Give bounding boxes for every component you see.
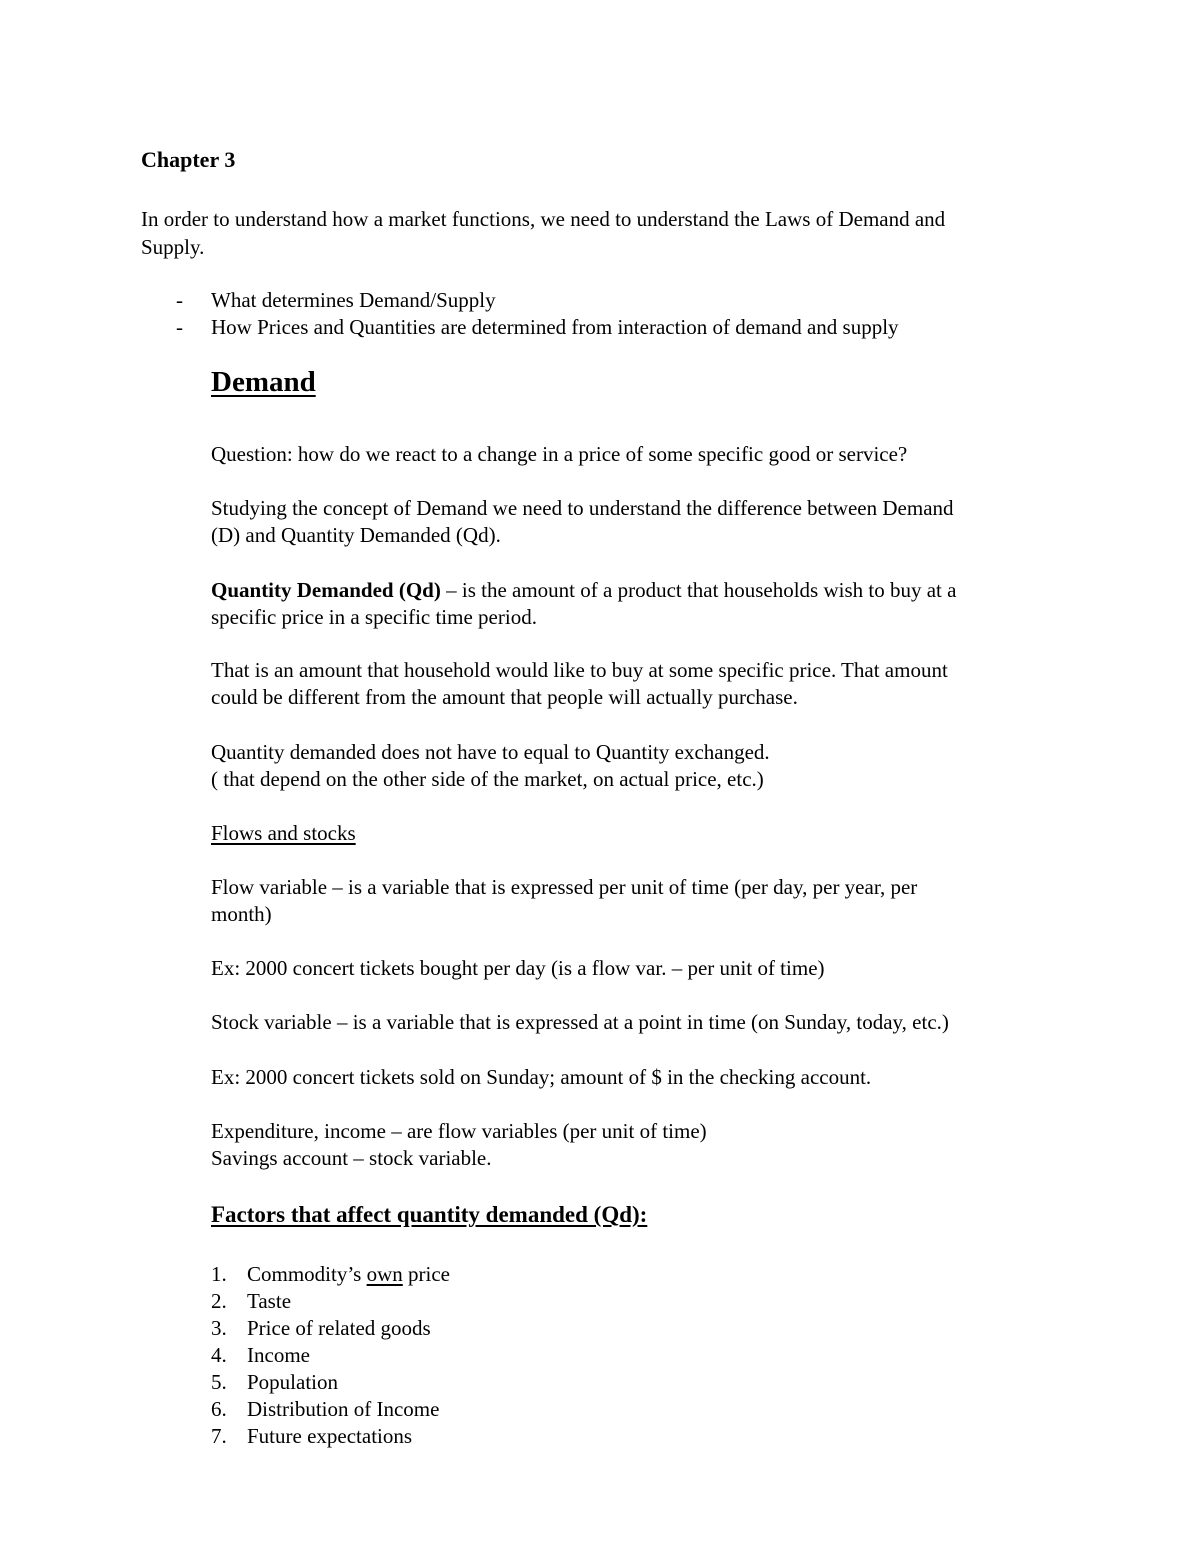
- list-number: 3.: [211, 1316, 227, 1340]
- flow-variable-line-2: month): [211, 902, 272, 926]
- qd-definition-line-2: specific price in a specific time period.: [211, 605, 537, 629]
- list-item-text: Commodity’s: [247, 1262, 367, 1286]
- list-number: 2.: [211, 1289, 227, 1313]
- qd-not-equal-line-1: Quantity demanded does not have to equal to Quantity exchanged.: [211, 740, 770, 764]
- factors-heading: Factors that affect quantity demanded (Qd):: [211, 1202, 648, 1227]
- bullet-item: How Prices and Quantities are determined from interaction of demand and supply: [211, 315, 899, 339]
- flow-example: Ex: 2000 concert tickets bought per day (is a flow var. – per unit of time): [211, 956, 825, 980]
- list-item: Price of related goods: [247, 1316, 431, 1340]
- list-number: 7.: [211, 1424, 227, 1448]
- list-number: 1.: [211, 1262, 227, 1286]
- demand-heading: Demand: [211, 366, 316, 398]
- list-item: Population: [247, 1370, 339, 1394]
- qd-definition-rest: – is the amount of a product that households wish to buy at a: [440, 578, 957, 602]
- list-item: Income: [247, 1343, 310, 1367]
- qd-term: Quantity Demanded (Qd): [211, 578, 441, 602]
- bullet-item: What determines Demand/Supply: [211, 288, 496, 312]
- bullet-marker: -: [176, 288, 183, 312]
- list-number: 4.: [211, 1343, 227, 1367]
- flow-variable-line-1: Flow variable – is a variable that is expressed per unit of time (per day, per year, per: [211, 875, 918, 899]
- qd-definition-line-1: [211, 577, 956, 604]
- question-text: Question: how do we react to a change in a price of some specific good or service?: [211, 442, 908, 466]
- list-item-text: price: [402, 1262, 451, 1286]
- that-is-line-2: could be different from the amount that people will actually purchase.: [211, 685, 798, 709]
- studying-line-2: (D) and Quantity Demanded (Qd).: [211, 523, 501, 547]
- list-item: [247, 1261, 450, 1288]
- flows-stocks-heading: Flows and stocks: [211, 821, 356, 845]
- list-item: Distribution of Income: [247, 1397, 440, 1421]
- list-item-underlined: own: [366, 1262, 403, 1286]
- list-number: 5.: [211, 1370, 227, 1394]
- list-number: 6.: [211, 1397, 227, 1421]
- that-is-line-1: That is an amount that household would like to buy at some specific price. That amount: [211, 658, 948, 682]
- intro-line-1: In order to understand how a market functions, we need to understand the Laws of Demand and: [141, 207, 946, 231]
- expenditure-line-2: Savings account – stock variable.: [211, 1146, 492, 1170]
- expenditure-line-1: Expenditure, income – are flow variables (per unit of time): [211, 1119, 707, 1143]
- studying-line-1: Studying the concept of Demand we need to understand the difference between Demand: [211, 496, 954, 520]
- list-item: Future expectations: [247, 1424, 413, 1448]
- qd-not-equal-line-2: ( that depend on the other side of the market, on actual price, etc.): [211, 767, 764, 791]
- chapter-title: Chapter 3: [141, 147, 236, 172]
- list-item: Taste: [247, 1289, 292, 1313]
- stock-example: Ex: 2000 concert tickets sold on Sunday; amount of $ in the checking account.: [211, 1065, 872, 1089]
- bullet-marker: -: [176, 315, 183, 339]
- intro-line-2: Supply.: [141, 235, 205, 259]
- stock-variable: Stock variable – is a variable that is expressed at a point in time (on Sunday, today, etc.): [211, 1010, 949, 1034]
